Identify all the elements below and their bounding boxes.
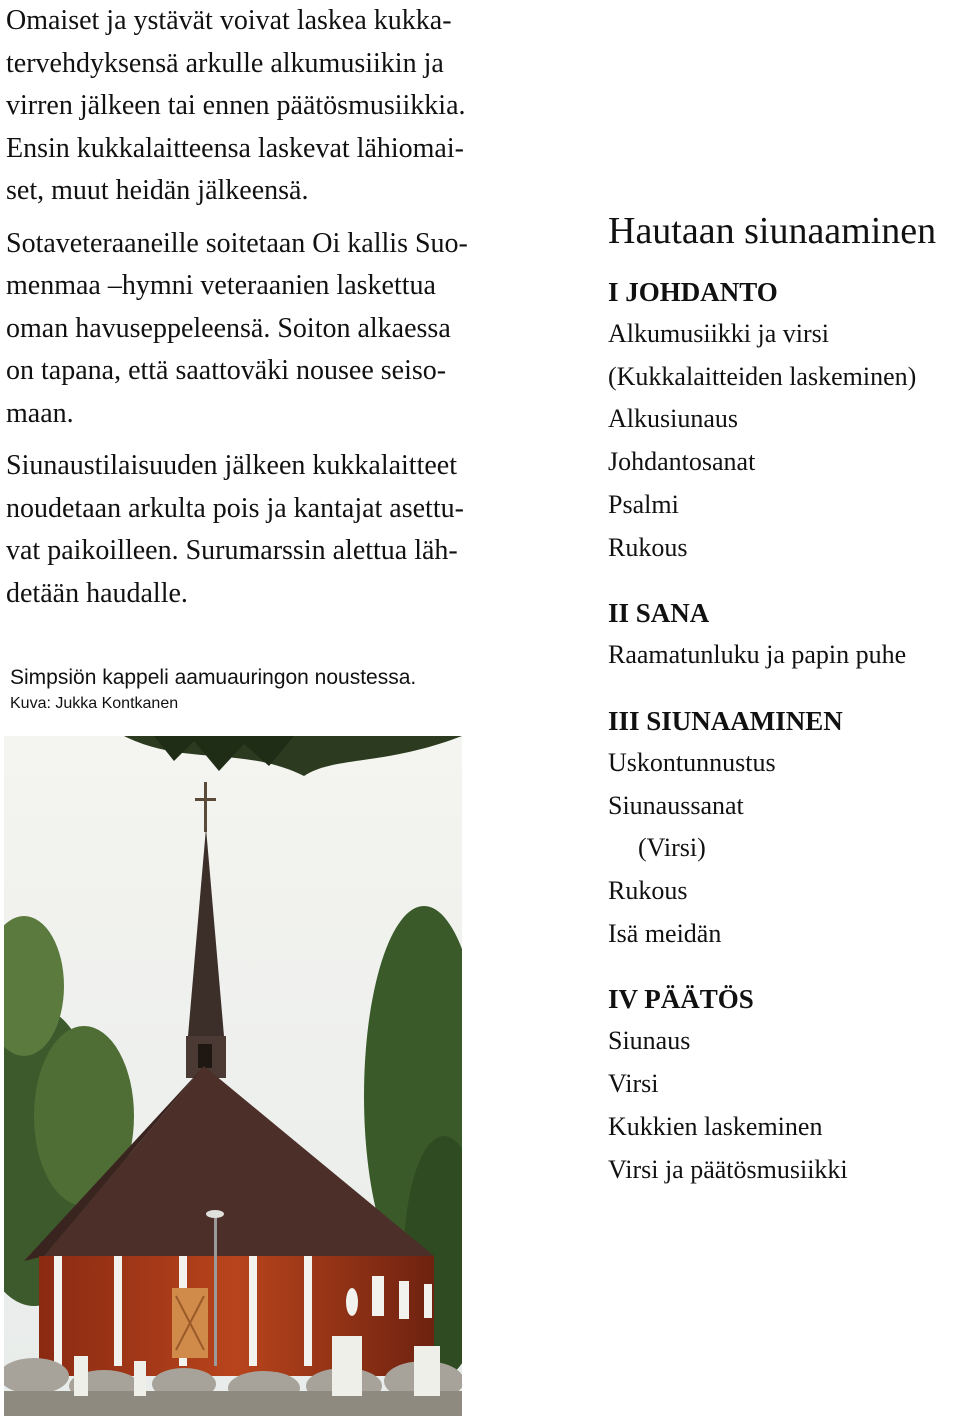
section-sana — [608, 592, 960, 677]
section-siunaaminen — [608, 700, 960, 956]
list-item: Johdantosanat — [608, 447, 756, 477]
photo-caption — [10, 664, 480, 716]
text-line: detään haudalle. — [6, 577, 188, 609]
paragraph-veterans — [6, 223, 566, 436]
text-line: menmaa –hymni veteraanien laskettua — [6, 270, 436, 301]
list-item: Virsi — [608, 1069, 659, 1099]
section-heading: I JOHDANTO — [608, 277, 778, 307]
paragraph-flower-greetings — [6, 0, 566, 213]
text-line: Sotaveteraaneille soitetaan Oi kallis Suo- — [6, 227, 468, 259]
text-line: Siunaustilaisuuden jälkeen kukkalaitteet — [6, 450, 457, 481]
list-item: Siunaussanat — [608, 790, 744, 820]
list-item: Virsi ja päätösmusiikki — [608, 1154, 848, 1184]
list-item: Uskontunnustus — [608, 747, 776, 777]
text-line: tervehdyksensä arkulle alkumusiikin ja — [6, 47, 444, 79]
list-item: Siunaus — [608, 1026, 691, 1056]
text-line: noudetaan arkulta pois ja kantajat asettu- — [6, 492, 464, 524]
list-item: (Virsi) — [638, 833, 706, 863]
caption-text: Simpsiön kappeli aamuauringon noustessa. — [10, 666, 417, 689]
photo-credit: Kuva: Jukka Kontkanen — [10, 695, 179, 712]
chapel-photo — [4, 736, 462, 1416]
list-item: Rukous — [608, 876, 688, 906]
text-line: set, muut heidän jälkeensä. — [6, 175, 309, 206]
text-line: Ensin kukkalaitteensa laskevat lähiomai- — [6, 132, 464, 164]
list-item: Alkusiunaus — [608, 404, 738, 434]
chapel-illustration — [4, 736, 462, 1416]
section-heading: IV PÄÄTÖS — [608, 984, 754, 1015]
text-line: Omaiset ja ystävät voivat laskea kukka- — [6, 5, 452, 36]
section-johdanto — [608, 271, 960, 569]
list-item: Raamatunluku ja papin puhe — [608, 640, 907, 670]
section-heading: II SANA — [608, 598, 710, 629]
list-item: (Kukkalaitteiden laskeminen) — [608, 361, 917, 391]
text-line: oman havuseppeleensä. Soiton alkaessa — [6, 312, 451, 344]
paragraph-after-service — [6, 445, 566, 615]
list-item: Rukous — [608, 532, 688, 562]
text-line: maan. — [6, 397, 74, 429]
list-item: Kukkien laskeminen — [608, 1111, 823, 1141]
text-line: vat paikoilleen. Surumarssin alettua läh- — [6, 535, 458, 566]
text-line: virren jälkeen tai ennen päätösmusiikkia. — [6, 90, 466, 121]
order-of-service-title: Hautaan siunaaminen — [608, 210, 937, 252]
list-item: Psalmi — [608, 489, 679, 519]
list-item: Isä meidän — [608, 918, 722, 948]
left-column — [6, 0, 566, 625]
list-item: Alkumusiikki ja virsi — [608, 319, 829, 348]
section-paatos — [608, 978, 960, 1191]
right-column — [608, 205, 960, 1214]
text-line: on tapana, että saattoväki nousee seiso- — [6, 355, 447, 386]
section-heading: III SIUNAAMINEN — [608, 705, 843, 736]
